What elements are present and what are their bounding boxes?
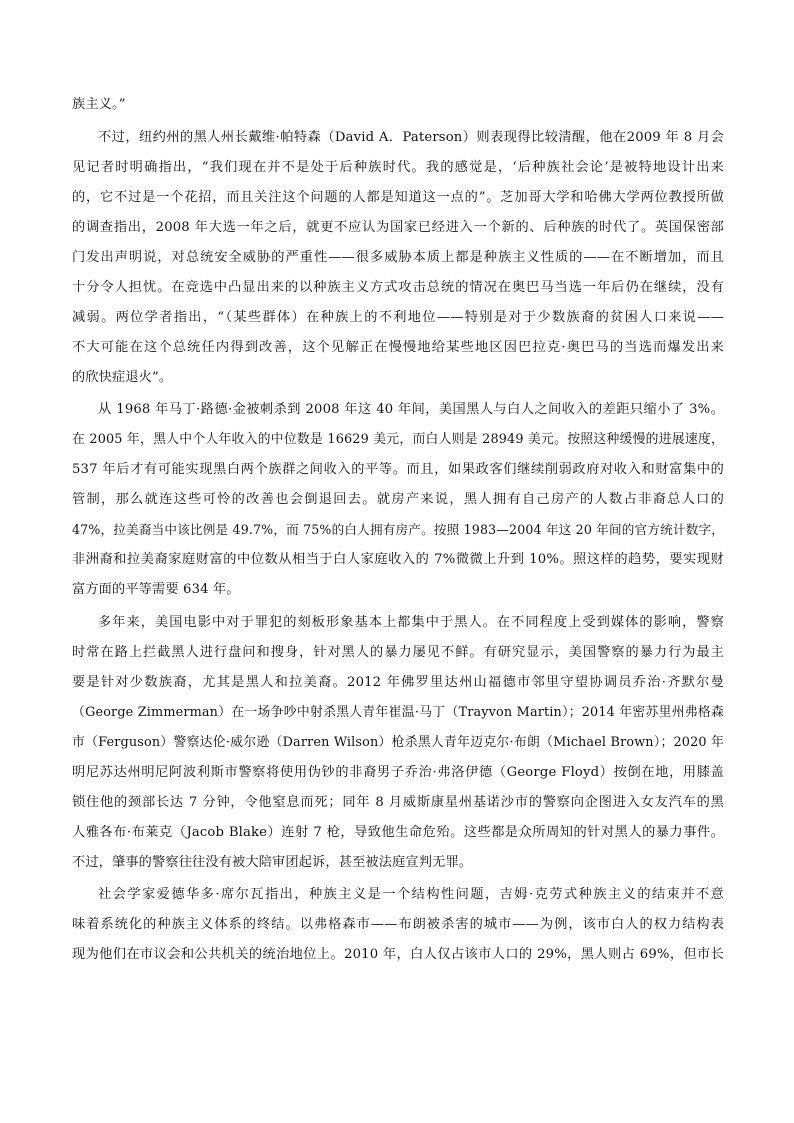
paragraph-2-line: 管制，那么就连这些可怜的改善也会倒退回去。就房产来说，黑人拥有自己房产的人数占非裔总人口的 — [72, 492, 724, 507]
paragraph-2-line: 从 1968 年马丁·路德·金被刺杀到 2008 年这 40 年间，美国黑人与白人之间收入的差距只缩小了 3%。 — [98, 402, 724, 417]
paragraph-1-line: 的，它不过是一个花招，而且关注这个问题的人都是知道这一点的”。芝加哥大学和哈佛大学两位教授所做 — [72, 190, 724, 205]
paragraph-1-line: 的欣快症退火”。 — [72, 370, 173, 385]
paragraph-1-line: 见记者时明确指出，“我们现在并不是处于后种族时代。我的感觉是，‘后种族社会论’是被特地设计出来 — [72, 160, 724, 175]
paragraph-3-line: 多年来，美国电影中对于罪犯的刻板形象基本上都集中于黑人。在不同程度上受到媒体的影响，警察 — [98, 615, 724, 630]
paragraph-3-line: 时常在路上拦截黑人进行盘问和搜身，针对黑人的暴力屡见不鲜。有研究显示，美国警察的暴力行为最主 — [72, 645, 724, 660]
paragraph-2-line: 在 2005 年，黑人中个人年收入的中位数是 16629 美元，而白人则是 28949 美元。按照这种缓慢的进展速度， — [72, 432, 724, 447]
paragraph-3-line: 市（Ferguson）警察达伦·威尔逊（Darren Wilson）枪杀黑人青年迈克尔·布朗（Michael Brown）；2020 年 — [72, 735, 724, 750]
paragraph-2-line: 47%，拉美裔当中该比例是 49.7%，而 75%的白人拥有房产。按照 1983—2004 年这 20 年间的官方统计数字， — [72, 522, 724, 537]
paragraph-2-line: 富方面的平等需要 634 年。 — [72, 582, 240, 597]
paragraph-1-line: 不过，纽约州的黑人州长戴维·帕特森（David A．Paterson）则表现得比较清醒，他在2009 年 8 月会 — [98, 130, 724, 145]
paragraph-1-line: 不大可能在这个总统任内得到改善，这个见解正在慢慢地给某些地区因巴拉克·奥巴马的当选而爆发出来 — [72, 340, 724, 355]
paragraph-3-line: 不过，肇事的警察往往没有被大陪审团起诉，甚至被法庭宣判无罪。 — [72, 855, 473, 870]
paragraph-1-line: 减弱。两位学者指出，“（某些群体）在种族上的不利地位——特别是对于少数族裔的贫困人口来说—— — [72, 310, 724, 325]
paragraph-4-line: 现为他们在市议会和公共机关的统治地位上。2010 年，白人仅占该市人口的 29%，黑人则占 69%，但市长 — [72, 947, 724, 962]
paragraph-1-line: 的调查指出，2008 年大选一年之后，就更不应认为国家已经进入一个新的、后种族的时代了。英国保密部 — [72, 220, 724, 235]
paragraph-4-line: 社会学家爱德华多·席尔瓦指出，种族主义是一个结构性问题，吉姆·克劳式种族主义的结束并不意 — [98, 887, 724, 902]
paragraph-continuation: 族主义。” — [72, 97, 126, 112]
paragraph-4-line: 味着系统化的种族主义体系的终结。以弗格森市——布朗被杀害的城市——为例，该市白人的权力结构表 — [72, 917, 724, 932]
paragraph-3-line: 明尼苏达州明尼阿波利斯市警察将使用伪钞的非裔男子乔治·弗洛伊德（George Floyd）按倒在地，用膝盖 — [72, 765, 724, 780]
paragraph-2-line: 537 年后才有可能实现黑白两个族群之间收入的平等。而且，如果政客们继续削弱政府对收入和财富集中的 — [72, 462, 724, 477]
paragraph-1-line: 十分令人担忧。在竞选中凸显出来的以种族主义方式攻击总统的情况在奥巴马当选一年后仍在继续，没有 — [72, 280, 724, 295]
paragraph-2-line: 非洲裔和拉美裔家庭财富的中位数从相当于白人家庭收入的 7%微微上升到 10%。照这样的趋势，要实现财 — [72, 552, 724, 567]
paragraph-1-line: 门发出声明说，对总统安全威胁的严重性——很多威胁本质上都是种族主义性质的——在不断增加，而且 — [72, 250, 724, 265]
paragraph-3-line: （George Zimmerman）在一场争吵中射杀黑人青年崔温·马丁（Trayvon Martin）；2014 年密苏里州弗格森 — [72, 705, 724, 720]
paragraph-3-line: 要是针对少数族裔，尤其是黑人和拉美裔。2012 年佛罗里达州山福德市邻里守望协调员乔治·齐默尔曼 — [72, 675, 724, 690]
paragraph-3-line: 锁住他的颈部长达 7 分钟，令他窒息而死；同年 8 月威斯康星州基诺沙市的警察向企图进入女友汽车的黑 — [72, 795, 724, 810]
paragraph-3-line: 人雅各布·布莱克（Jacob Blake）连射 7 枪，导致他生命危殆。这些都是众所周知的针对黑人的暴力事件。 — [72, 825, 724, 840]
